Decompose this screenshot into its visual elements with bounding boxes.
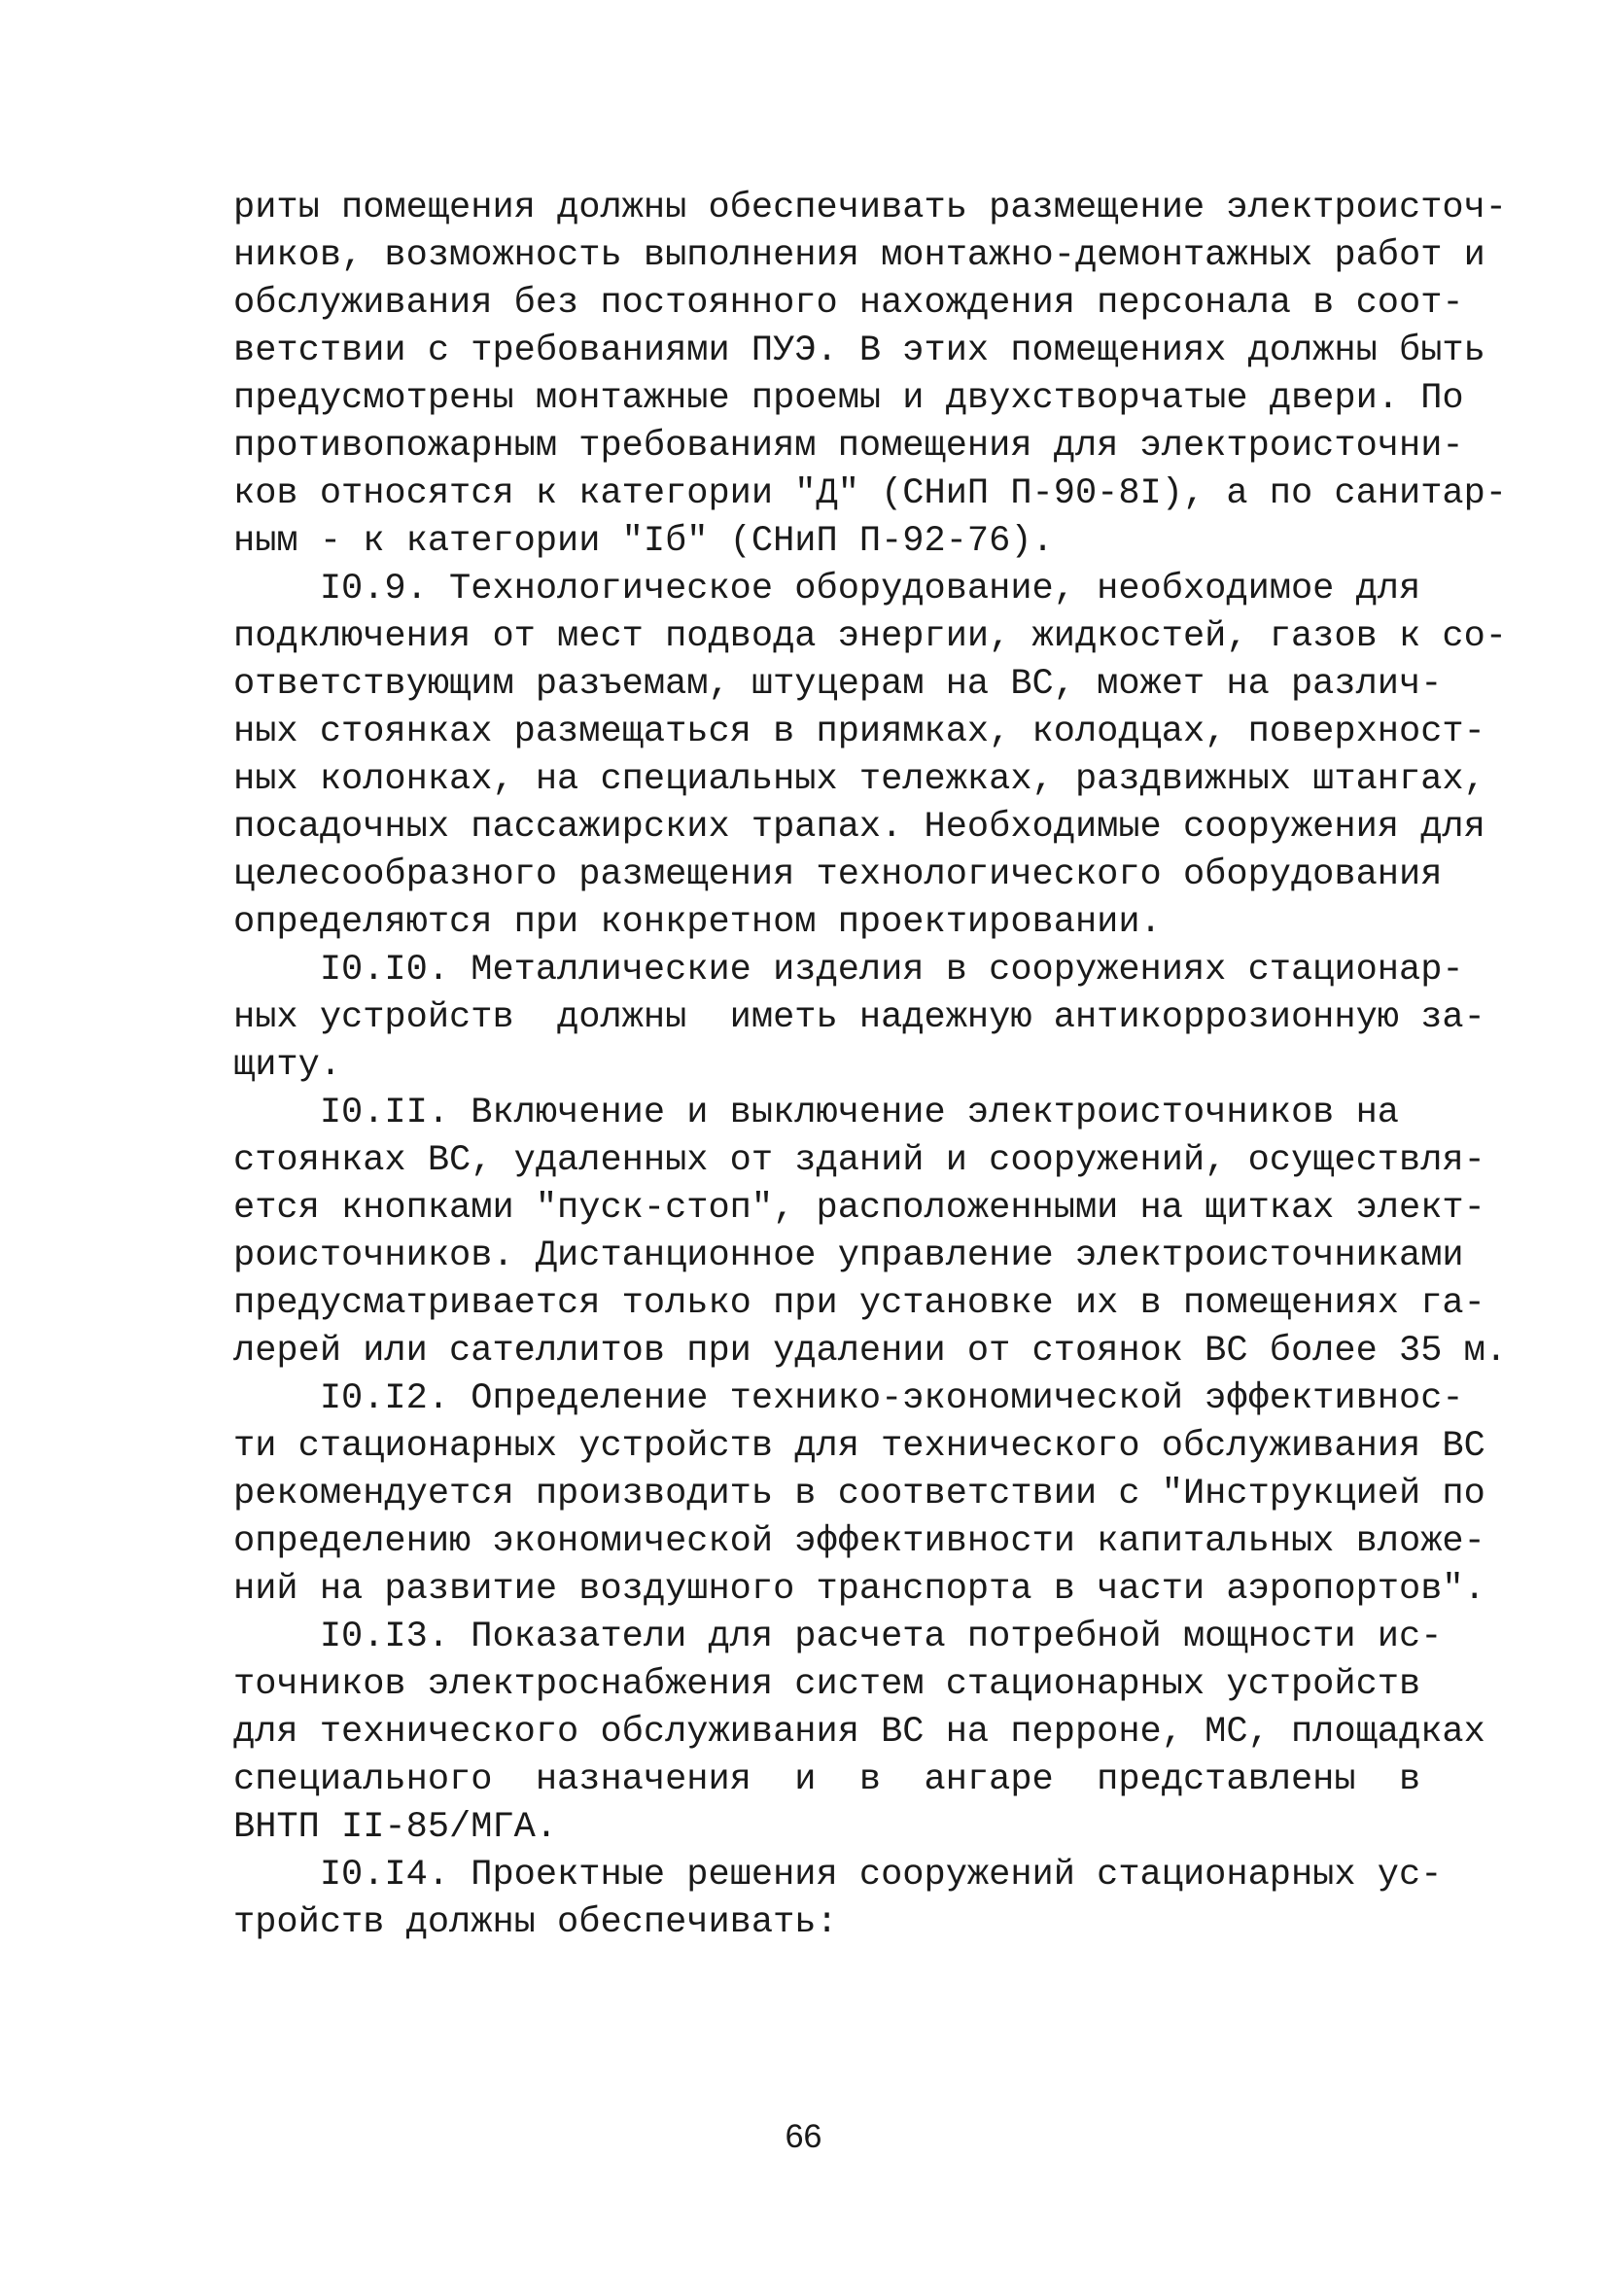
text-line: ВНТП II-85/МГА. <box>233 1807 558 1848</box>
text-line: для технического обслуживания ВС на перроне, МС, площадках <box>233 1712 1485 1753</box>
text-line: риты помещения должны обеспечивать размещение электроисточ- <box>233 188 1508 228</box>
text-line: ных устройств должны иметь надежную антикоррозионную за- <box>233 997 1485 1038</box>
text-line: определению экономической эффективности капитальных вложе- <box>233 1521 1485 1562</box>
text-line: подключения от мест подвода энергии, жидкостей, газов к со- <box>233 616 1508 657</box>
text-line: ников, возможность выполнения монтажно-демонтажных работ и <box>233 235 1485 276</box>
paragraph-10-9-start: I0.9. Технологическое оборудование, необходимое для <box>233 569 1421 609</box>
page-number: 66 <box>785 2118 822 2155</box>
text-line: ется кнопками "пуск-стоп", расположенными на щитках элект- <box>233 1188 1485 1229</box>
text-line: посадочных пассажирских трапах. Необходимые сооружения для <box>233 807 1485 848</box>
text-line: ных стоянках размещаться в приямках, колодцах, поверхност- <box>233 712 1485 752</box>
text-line: точников электроснабжения систем стационарных устройств <box>233 1664 1421 1705</box>
body-text <box>233 185 1508 1947</box>
paragraph-10-14-start: I0.I4. Проектные решения сооружений стационарных ус- <box>233 1855 1443 1896</box>
text-line: ков относятся к категории "Д" (СНиП П-90-8I), а по санитар- <box>233 473 1508 514</box>
text-line: ных колонках, на специальных тележках, раздвижных штангах, <box>233 759 1485 800</box>
text-line: определяются при конкретном проектировании. <box>233 902 1162 943</box>
paragraph-10-10-start: I0.I0. Металлические изделия в сооружениях стационар- <box>233 950 1464 991</box>
text-line: роисточников. Дистанционное управление электроисточниками <box>233 1235 1464 1276</box>
paragraph-10-12-start: I0.I2. Определение технико-экономической эффективнос- <box>233 1378 1464 1419</box>
text-line: ти стационарных устройств для технического обслуживания ВС <box>233 1426 1485 1467</box>
text-line: ным - к категории "Iб" (СНиП П-92-76). <box>233 521 1054 562</box>
text-line: обслуживания без постоянного нахождения персонала в соот- <box>233 283 1464 324</box>
paragraph-10-13-start: I0.I3. Показатели для расчета потребной мощности ис- <box>233 1617 1443 1657</box>
text-line: стоянках ВС, удаленных от зданий и сооружений, осуществля- <box>233 1140 1485 1181</box>
text-line: предусмотрены монтажные проемы и двухстворчатые двери. По <box>233 378 1464 419</box>
text-line: рекомендуется производить в соответствии с "Инструкцией по <box>233 1474 1485 1514</box>
text-line: щиту. <box>233 1045 342 1086</box>
text-line: ний на развитие воздушного транспорта в части аэропортов". <box>233 1569 1485 1610</box>
text-line: специального назначения и в ангаре представлены в <box>233 1759 1421 1800</box>
text-line: лерей или сателлитов при удалении от стоянок ВС более 35 м. <box>233 1331 1508 1372</box>
text-line: противопожарным требованиям помещения для электроисточни- <box>233 426 1464 467</box>
text-line: целесообразного размещения технологического оборудования <box>233 854 1443 895</box>
paragraph-10-11-start: I0.II. Включение и выключение электроисточников на <box>233 1093 1399 1133</box>
text-line: ответствующим разъемам, штуцерам на ВС, может на различ- <box>233 664 1443 705</box>
text-line: предусматривается только при установке их в помещениях га- <box>233 1283 1485 1324</box>
text-line: тройств должны обеспечивать: <box>233 1902 838 1943</box>
text-line: ветствии с требованиями ПУЭ. В этих помещениях должны быть <box>233 330 1485 371</box>
